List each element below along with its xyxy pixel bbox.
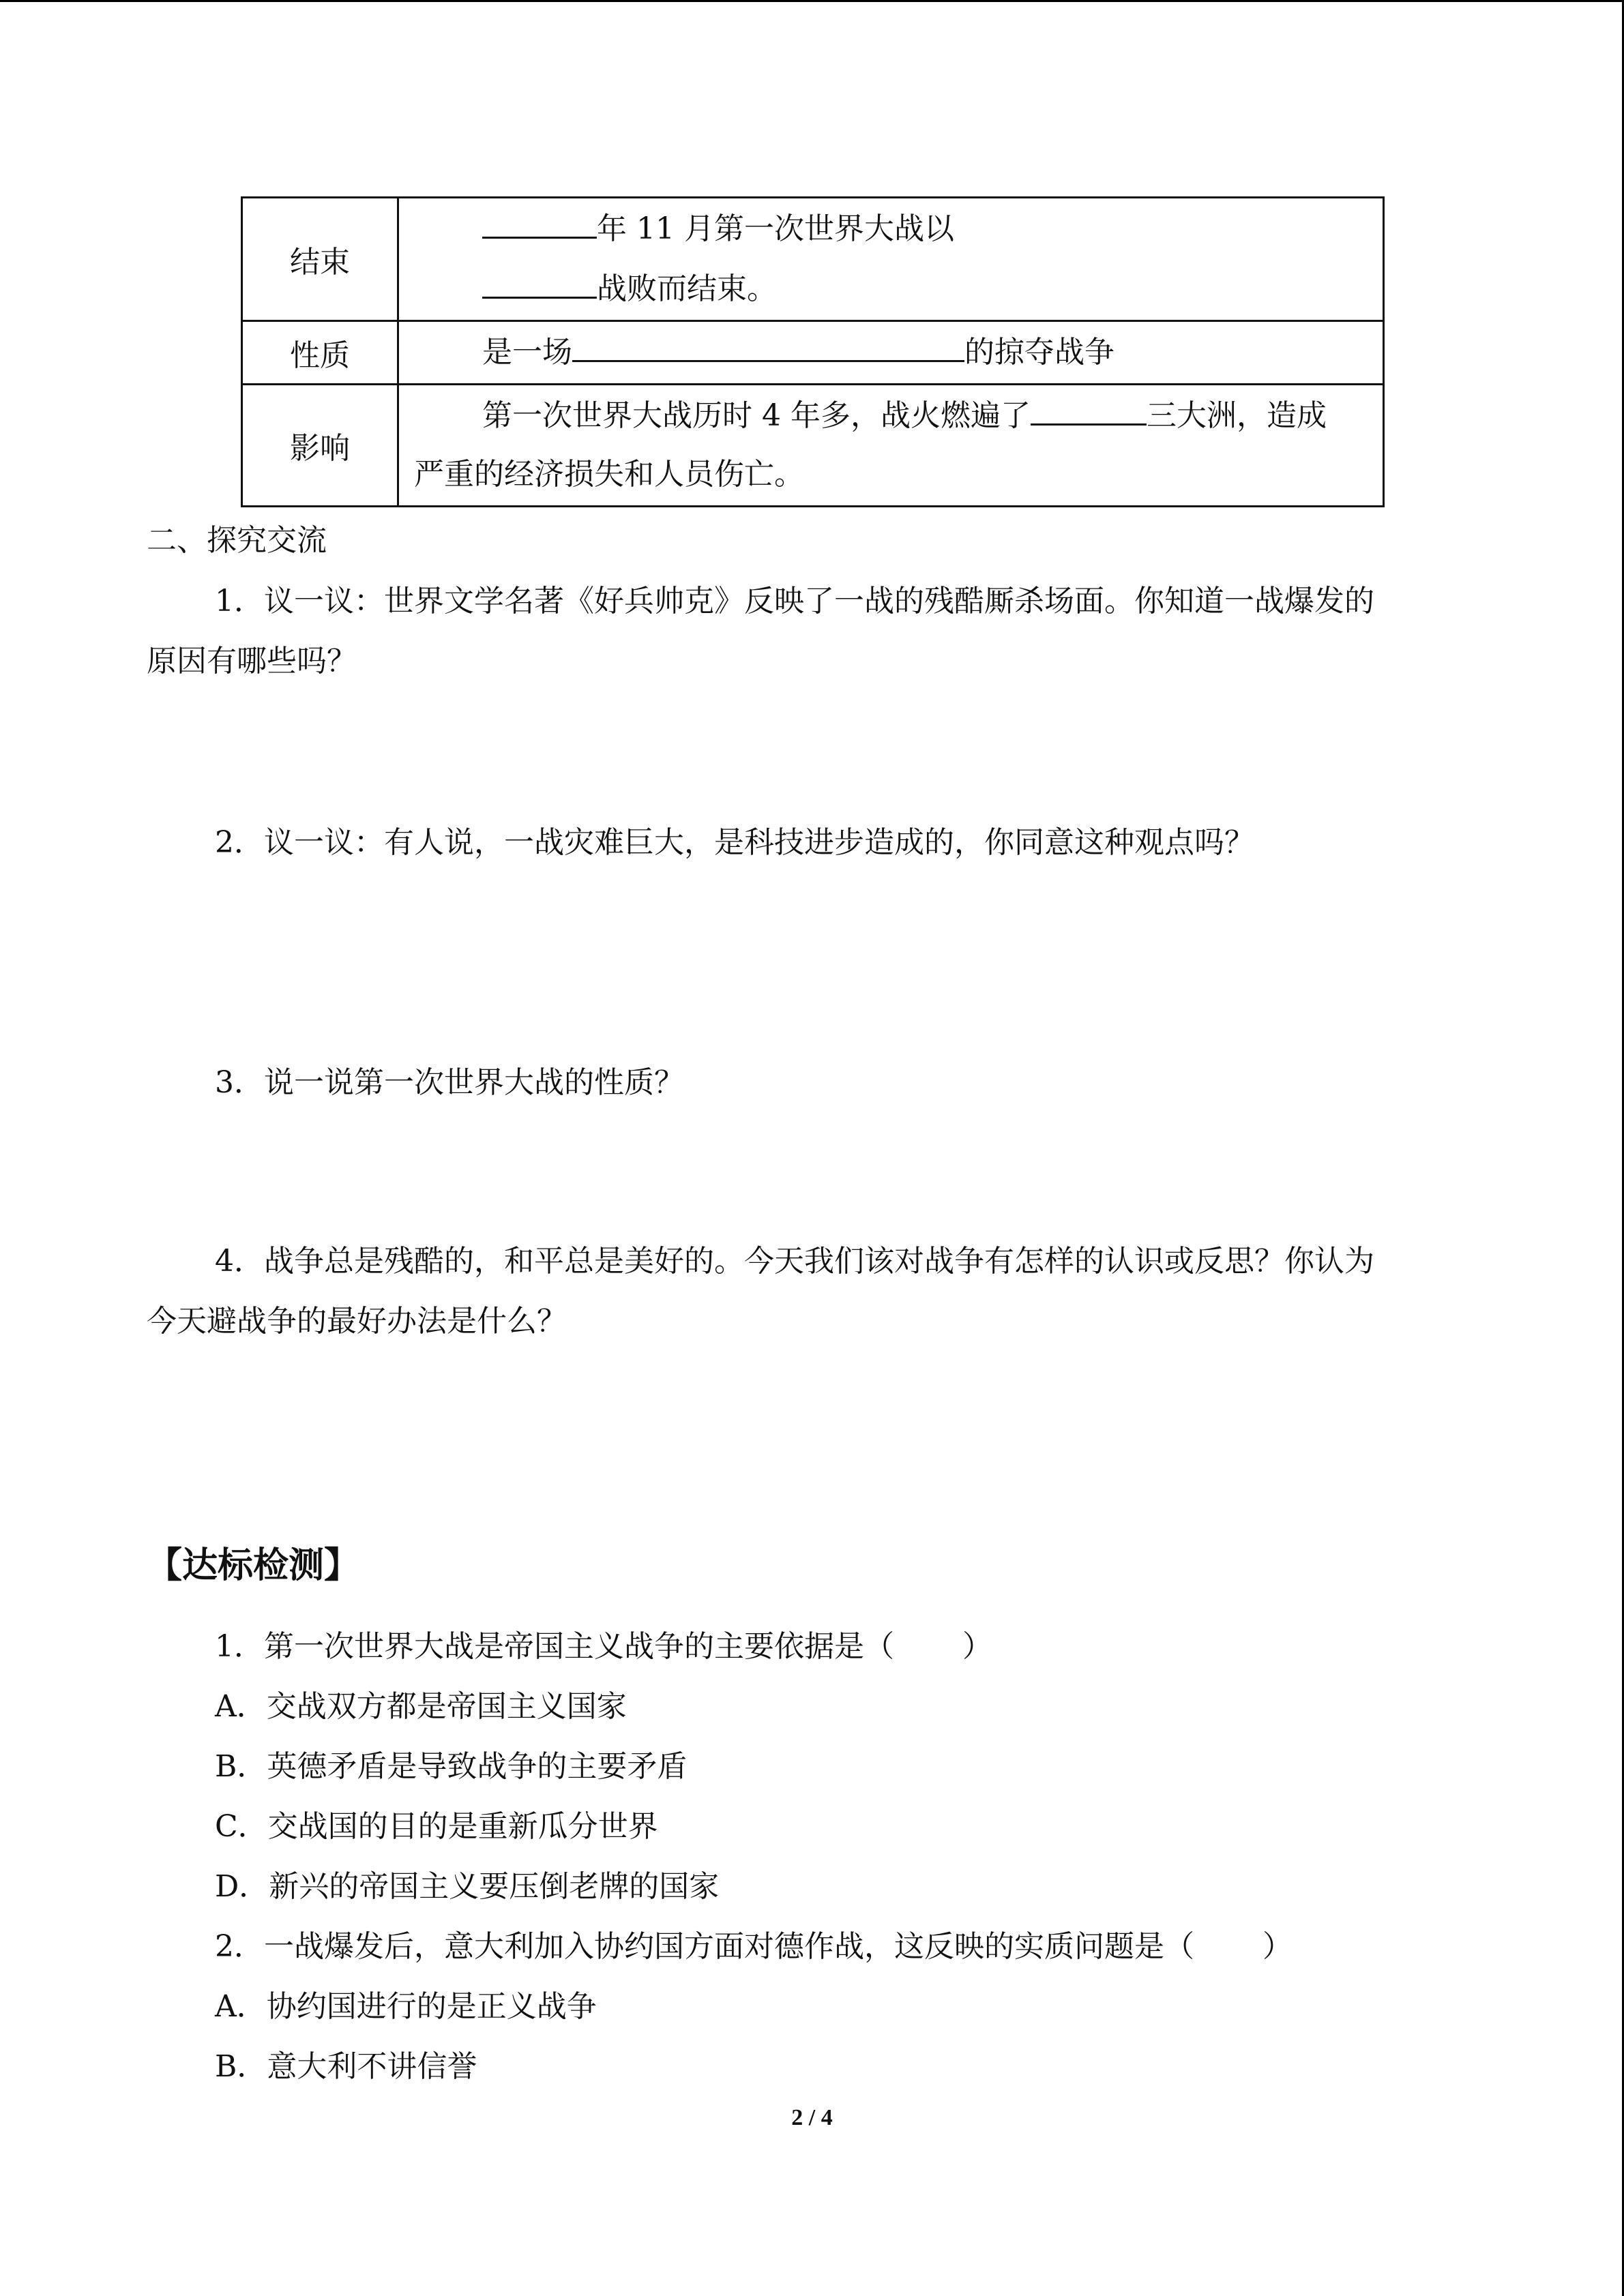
ww1-summary-table — [241, 196, 1385, 507]
assessment-q2-option-b: B．意大利不讲信誉 — [215, 2049, 477, 2084]
end-year-blank[interactable] — [482, 207, 597, 239]
explore-q3-text: 3．说一说第一次世界大战的性质？ — [215, 1065, 684, 1100]
assessment-q2-close-paren: ） — [1263, 1929, 1293, 1964]
explore-q1-line-1: 1．议一议：世界文学名著《好兵帅克》反映了一战的残酷厮杀场面。你知道一战爆发的 — [215, 584, 1374, 618]
page-top-border — [0, 0, 1624, 2]
nature-prefix: 是一场 — [482, 335, 572, 370]
assessment-q1-option-d: D．新兴的帝国主义要压倒老牌的国家 — [215, 1869, 720, 1904]
explore-q4-line-2: 今天避战争的最好办法是什么？ — [147, 1304, 567, 1339]
explore-question-2 — [147, 813, 1483, 873]
impact-text-after: 三大洲，造成严重的经济损失和人员伤亡。 — [414, 398, 1327, 492]
end-line-2-text: 战败而结束。 — [597, 271, 777, 306]
assessment-q2-stem-text: 2．一战爆发后，意大利加入协约国方面对德作战，这反映的实质问题是（ — [215, 1929, 1194, 1964]
end-line-1-text: 年 11 月第一次世界大战以 — [597, 211, 954, 246]
table-label-nature: 性质 — [242, 321, 398, 385]
end-loser-blank[interactable] — [482, 267, 597, 299]
nature-blank[interactable] — [572, 330, 964, 362]
explore-q4-line-1: 4．战争总是残酷的，和平总是美好的。今天我们该对战争有怎样的认识或反思？你认为 — [215, 1244, 1374, 1279]
assessment-q2-stem — [215, 1923, 1293, 1971]
nature-suffix: 的掠夺战争 — [964, 335, 1114, 370]
explore-question-1 — [147, 571, 1483, 691]
assessment-q2-option-a: A．协约国进行的是正义战争 — [215, 1989, 597, 2024]
explore-q1-line-2: 原因有哪些吗？ — [147, 644, 357, 679]
explore-question-3 — [147, 1053, 1483, 1113]
impact-text-before: 第一次世界大战历时 4 年多，战火燃遍了 — [482, 398, 1031, 433]
table-content-end — [398, 198, 1384, 321]
assessment-q1-close-paren: ） — [962, 1629, 992, 1664]
assessment-q1-option-a: A．交战双方都是帝国主义国家 — [215, 1689, 627, 1724]
explore-question-4 — [147, 1232, 1483, 1352]
table-row-nature — [242, 321, 1384, 385]
explore-section-title: 二、探究交流 — [147, 523, 327, 558]
assessment-heading: 【达标检测】 — [147, 1545, 360, 1586]
assessment-q1-option-b: B．英德矛盾是导致战争的主要矛盾 — [215, 1749, 688, 1784]
table-content-nature — [398, 321, 1384, 385]
end-line-2 — [414, 259, 1355, 319]
page-number: 2 / 4 — [791, 2105, 833, 2130]
nature-line — [414, 323, 1355, 383]
assessment-q1-option-c: C．交战国的目的是重新瓜分世界 — [215, 1809, 658, 1844]
table-label-end: 结束 — [242, 198, 398, 321]
table-content-impact — [398, 385, 1384, 507]
table-row-impact — [242, 385, 1384, 507]
end-line-1 — [414, 199, 1355, 259]
impact-text — [414, 387, 1355, 504]
assessment-q1-stem — [215, 1623, 992, 1671]
impact-continents-blank[interactable] — [1031, 393, 1147, 426]
table-row-end — [242, 198, 1384, 321]
assessment-q1-stem-text: 1．第一次世界大战是帝国主义战争的主要依据是（ — [215, 1629, 894, 1664]
table-label-impact: 影响 — [242, 385, 398, 507]
explore-q2-text: 2．议一议：有人说，一战灾难巨大，是科技进步造成的，你同意这种观点吗？ — [215, 825, 1254, 860]
